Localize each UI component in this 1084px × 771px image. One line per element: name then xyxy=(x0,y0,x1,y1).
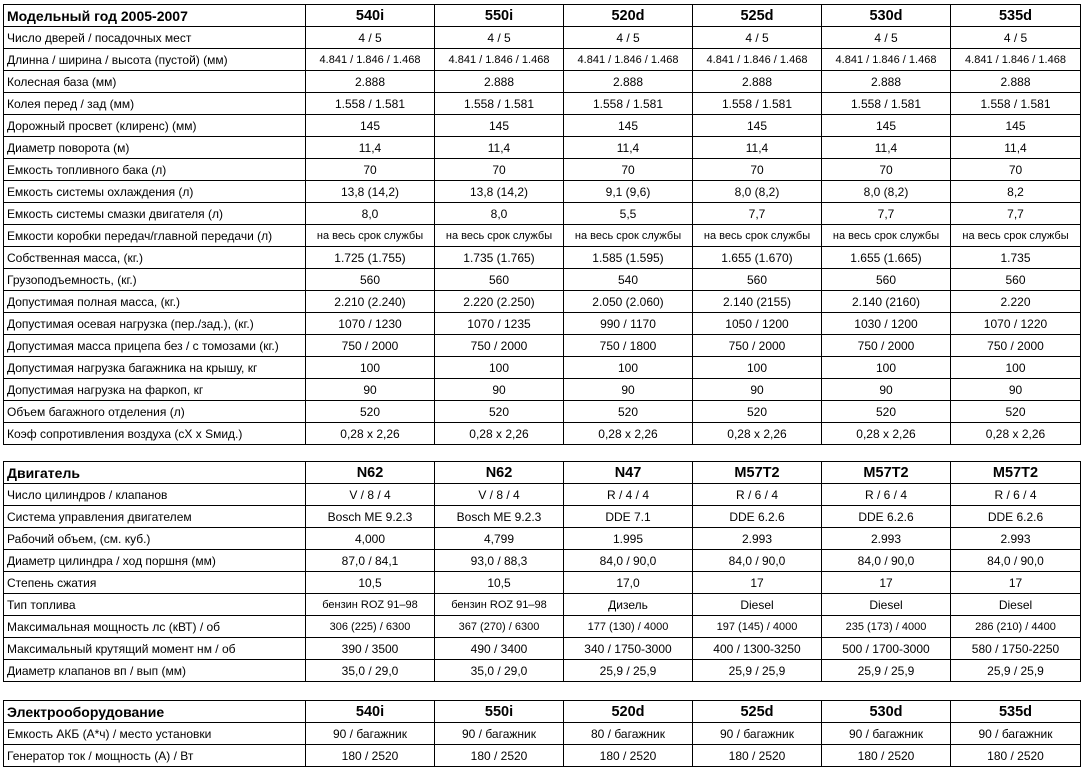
table-cell: 17 xyxy=(822,572,951,594)
table-cell: 0,28 x 2,26 xyxy=(693,423,822,445)
table-cell: Diesel xyxy=(693,594,822,616)
table-cell: DDE 6.2.6 xyxy=(693,506,822,528)
table-cell: 560 xyxy=(693,269,822,291)
model-column-header: 530d xyxy=(822,5,951,27)
table-cell: 4 / 5 xyxy=(435,27,564,49)
row-label: Система управления двигателем xyxy=(4,506,306,528)
table-row xyxy=(4,137,1081,159)
table-cell: 4.841 / 1.846 / 1.468 xyxy=(822,49,951,71)
engine-specs-table xyxy=(3,461,1081,682)
table-cell: 84,0 / 90,0 xyxy=(693,550,822,572)
table-cell: DDE 6.2.6 xyxy=(822,506,951,528)
table-cell: Bosch ME 9.2.3 xyxy=(306,506,435,528)
table-cell: 1.585 (1.595) xyxy=(564,247,693,269)
row-label: Емкость топливного бака (л) xyxy=(4,159,306,181)
table-cell: 520 xyxy=(951,401,1081,423)
table-cell: 11,4 xyxy=(435,137,564,159)
table-cell: 13,8 (14,2) xyxy=(435,181,564,203)
row-label: Допустимая нагрузка багажника на крышу, кг xyxy=(4,357,306,379)
table-cell: 90 xyxy=(693,379,822,401)
table-cell: 1070 / 1220 xyxy=(951,313,1081,335)
table-cell: 17 xyxy=(951,572,1081,594)
table-cell: бензин ROZ 91–98 xyxy=(435,594,564,616)
table-cell: 580 / 1750-2250 xyxy=(951,638,1081,660)
table-cell: 1.558 / 1.581 xyxy=(951,93,1081,115)
table-cell: 8,0 xyxy=(306,203,435,225)
table-cell: 2.050 (2.060) xyxy=(564,291,693,313)
table-cell: на весь срок службы xyxy=(306,225,435,247)
table-cell: 490 / 3400 xyxy=(435,638,564,660)
table-cell: 90 / багажник xyxy=(306,723,435,745)
table-cell: 750 / 2000 xyxy=(822,335,951,357)
table-cell: бензин ROZ 91–98 xyxy=(306,594,435,616)
model-column-header: M57T2 xyxy=(951,462,1081,484)
table-cell: 2.888 xyxy=(693,71,822,93)
table-cell: 2.888 xyxy=(951,71,1081,93)
table-cell: 93,0 / 88,3 xyxy=(435,550,564,572)
table-cell: 197 (145) / 4000 xyxy=(693,616,822,638)
table-cell: 10,5 xyxy=(435,572,564,594)
table-row xyxy=(4,225,1081,247)
table-cell: 8,0 (8,2) xyxy=(693,181,822,203)
table-row xyxy=(4,203,1081,225)
table-cell: 340 / 1750-3000 xyxy=(564,638,693,660)
row-label: Емкости коробки передач/главной передачи (л) xyxy=(4,225,306,247)
table-cell: 2.140 (2155) xyxy=(693,291,822,313)
table-cell: R / 4 / 4 xyxy=(564,484,693,506)
table-cell: 560 xyxy=(306,269,435,291)
table-cell: 2.888 xyxy=(564,71,693,93)
table-cell: 4,799 xyxy=(435,528,564,550)
section-title: Модельный год 2005-2007 xyxy=(4,5,306,27)
table-cell: 4.841 / 1.846 / 1.468 xyxy=(951,49,1081,71)
table-cell: 750 / 2000 xyxy=(435,335,564,357)
table-cell: 4.841 / 1.846 / 1.468 xyxy=(693,49,822,71)
table-cell: 1070 / 1235 xyxy=(435,313,564,335)
table-cell: 90 xyxy=(951,379,1081,401)
table-row xyxy=(4,357,1081,379)
table-cell: на весь срок службы xyxy=(951,225,1081,247)
table-cell: 145 xyxy=(693,115,822,137)
table-cell: 25,9 / 25,9 xyxy=(564,660,693,682)
table-cell: 17 xyxy=(693,572,822,594)
table-cell: 90 / багажник xyxy=(693,723,822,745)
table-cell: DDE 6.2.6 xyxy=(951,506,1081,528)
table-cell: 8,0 xyxy=(435,203,564,225)
row-label: Тип топлива xyxy=(4,594,306,616)
table-cell: 306 (225) / 6300 xyxy=(306,616,435,638)
table-cell: 90 xyxy=(822,379,951,401)
table-cell: 11,4 xyxy=(693,137,822,159)
model-column-header: 520d xyxy=(564,5,693,27)
table-cell: 4 / 5 xyxy=(951,27,1081,49)
table-cell: 1.558 / 1.581 xyxy=(435,93,564,115)
table-row xyxy=(4,181,1081,203)
table-cell: 390 / 3500 xyxy=(306,638,435,660)
table-row xyxy=(4,638,1081,660)
table-row xyxy=(4,423,1081,445)
model-column-header: N62 xyxy=(306,462,435,484)
row-label: Рабочий объем, (см. куб.) xyxy=(4,528,306,550)
table-cell: 100 xyxy=(435,357,564,379)
table-row xyxy=(4,401,1081,423)
table-cell: 180 / 2520 xyxy=(564,745,693,767)
table-cell: 35,0 / 29,0 xyxy=(435,660,564,682)
section-title: Двигатель xyxy=(4,462,306,484)
table-cell: R / 6 / 4 xyxy=(822,484,951,506)
model-column-header: 540i xyxy=(306,701,435,723)
model-column-header: 525d xyxy=(693,701,822,723)
row-label: Длинна / ширина / высота (пустой) (мм) xyxy=(4,49,306,71)
table-cell: 0,28 x 2,26 xyxy=(306,423,435,445)
table-cell: 1.558 / 1.581 xyxy=(822,93,951,115)
table-cell: 84,0 / 90,0 xyxy=(564,550,693,572)
table-row xyxy=(4,247,1081,269)
table-cell: 11,4 xyxy=(822,137,951,159)
table-cell: 1.558 / 1.581 xyxy=(693,93,822,115)
row-label: Генератор ток / мощность (А) / Вт xyxy=(4,745,306,767)
table-cell: 4 / 5 xyxy=(822,27,951,49)
table-cell: 520 xyxy=(306,401,435,423)
table-cell: 100 xyxy=(693,357,822,379)
row-label: Собственная масса, (кг.) xyxy=(4,247,306,269)
table-row xyxy=(4,49,1081,71)
table-cell: 1030 / 1200 xyxy=(822,313,951,335)
table-cell: 4 / 5 xyxy=(306,27,435,49)
table-cell: 145 xyxy=(306,115,435,137)
table-row xyxy=(4,71,1081,93)
table-cell: 87,0 / 84,1 xyxy=(306,550,435,572)
table-cell: 70 xyxy=(435,159,564,181)
row-label: Дорожный просвет (клиренс) (мм) xyxy=(4,115,306,137)
table-row xyxy=(4,723,1081,745)
model-column-header: M57T2 xyxy=(822,462,951,484)
table-cell: на весь срок службы xyxy=(564,225,693,247)
table-cell: 990 / 1170 xyxy=(564,313,693,335)
table-cell: 70 xyxy=(564,159,693,181)
table-row xyxy=(4,291,1081,313)
table-cell: 8,0 (8,2) xyxy=(822,181,951,203)
table-cell: Diesel xyxy=(951,594,1081,616)
row-label: Максимальная мощность лс (кВТ) / об xyxy=(4,616,306,638)
table-row xyxy=(4,550,1081,572)
table-cell: 100 xyxy=(822,357,951,379)
row-label: Диаметр клапанов вп / вып (мм) xyxy=(4,660,306,682)
table-cell: 4 / 5 xyxy=(564,27,693,49)
table-cell: 1050 / 1200 xyxy=(693,313,822,335)
row-label: Допустимая нагрузка на фаркоп, кг xyxy=(4,379,306,401)
table-header-row xyxy=(4,5,1081,27)
model-column-header: M57T2 xyxy=(693,462,822,484)
row-label: Емкость системы смазки двигателя (л) xyxy=(4,203,306,225)
table-row xyxy=(4,528,1081,550)
table-cell: 2.993 xyxy=(693,528,822,550)
table-cell: 367 (270) / 6300 xyxy=(435,616,564,638)
row-label: Допустимая осевая нагрузка (пер./зад.), (кг.) xyxy=(4,313,306,335)
table-cell: 1070 / 1230 xyxy=(306,313,435,335)
table-cell: 100 xyxy=(564,357,693,379)
table-cell: 90 xyxy=(435,379,564,401)
model-column-header: 520d xyxy=(564,701,693,723)
section-title: Электрооборудование xyxy=(4,701,306,723)
table-cell: 90 / багажник xyxy=(435,723,564,745)
table-cell: 100 xyxy=(951,357,1081,379)
table-cell: 2.993 xyxy=(822,528,951,550)
table-cell: 25,9 / 25,9 xyxy=(951,660,1081,682)
table-cell: 2.210 (2.240) xyxy=(306,291,435,313)
table-cell: 70 xyxy=(306,159,435,181)
table-cell: 560 xyxy=(822,269,951,291)
table-cell: 180 / 2520 xyxy=(822,745,951,767)
row-label: Емкость АКБ (А*ч) / место установки xyxy=(4,723,306,745)
table-cell: 2.888 xyxy=(306,71,435,93)
table-cell: 84,0 / 90,0 xyxy=(951,550,1081,572)
table-row xyxy=(4,269,1081,291)
table-cell: 145 xyxy=(435,115,564,137)
table-cell: 17,0 xyxy=(564,572,693,594)
table-cell: 0,28 x 2,26 xyxy=(435,423,564,445)
table-cell: 0,28 x 2,26 xyxy=(564,423,693,445)
table-cell: DDE 7.1 xyxy=(564,506,693,528)
table-row xyxy=(4,159,1081,181)
table-cell: 0,28 x 2,26 xyxy=(951,423,1081,445)
row-label: Число дверей / посадочных мест xyxy=(4,27,306,49)
model-column-header: 550i xyxy=(435,5,564,27)
row-label: Объем багажного отделения (л) xyxy=(4,401,306,423)
table-row xyxy=(4,93,1081,115)
table-cell: 520 xyxy=(693,401,822,423)
row-label: Диаметр цилиндра / ход поршня (мм) xyxy=(4,550,306,572)
engine-specs-body xyxy=(4,462,1081,682)
table-cell: Дизель xyxy=(564,594,693,616)
model-column-header: 525d xyxy=(693,5,822,27)
table-row xyxy=(4,506,1081,528)
table-row xyxy=(4,379,1081,401)
table-cell: 0,28 x 2,26 xyxy=(822,423,951,445)
table-cell: R / 6 / 4 xyxy=(693,484,822,506)
table-row xyxy=(4,484,1081,506)
table-cell: 560 xyxy=(951,269,1081,291)
table-cell: 13,8 (14,2) xyxy=(306,181,435,203)
table-cell: 9,1 (9,6) xyxy=(564,181,693,203)
table-cell: 4.841 / 1.846 / 1.468 xyxy=(564,49,693,71)
row-label: Степень сжатия xyxy=(4,572,306,594)
table-cell: 4.841 / 1.846 / 1.468 xyxy=(435,49,564,71)
electric-specs-table xyxy=(3,700,1081,767)
table-cell: 1.725 (1.755) xyxy=(306,247,435,269)
model-column-header: 530d xyxy=(822,701,951,723)
table-row xyxy=(4,335,1081,357)
table-row xyxy=(4,745,1081,767)
table-cell: 8,2 xyxy=(951,181,1081,203)
table-row xyxy=(4,313,1081,335)
row-label: Число цилиндров / клапанов xyxy=(4,484,306,506)
table-cell: 2.220 xyxy=(951,291,1081,313)
table-cell: 1.735 (1.765) xyxy=(435,247,564,269)
row-label: Колея перед / зад (мм) xyxy=(4,93,306,115)
table-cell: 180 / 2520 xyxy=(435,745,564,767)
table-cell: 70 xyxy=(951,159,1081,181)
table-row xyxy=(4,616,1081,638)
model-column-header: 540i xyxy=(306,5,435,27)
table-cell: 1.735 xyxy=(951,247,1081,269)
table-cell: 520 xyxy=(435,401,564,423)
table-cell: 90 / багажник xyxy=(822,723,951,745)
table-cell: 177 (130) / 4000 xyxy=(564,616,693,638)
table-cell: 4 / 5 xyxy=(693,27,822,49)
table-cell: 25,9 / 25,9 xyxy=(822,660,951,682)
table-cell: 10,5 xyxy=(306,572,435,594)
table-cell: 145 xyxy=(822,115,951,137)
row-label: Диаметр поворота (м) xyxy=(4,137,306,159)
model-column-header: 535d xyxy=(951,5,1081,27)
table-row xyxy=(4,572,1081,594)
table-cell: 90 xyxy=(564,379,693,401)
table-cell: Diesel xyxy=(822,594,951,616)
model-column-header: 535d xyxy=(951,701,1081,723)
table-cell: 11,4 xyxy=(951,137,1081,159)
table-cell: 540 xyxy=(564,269,693,291)
row-label: Максимальный крутящий момент нм / об xyxy=(4,638,306,660)
table-row xyxy=(4,660,1081,682)
table-header-row xyxy=(4,701,1081,723)
table-cell: 4,000 xyxy=(306,528,435,550)
table-cell: 1.995 xyxy=(564,528,693,550)
table-cell: 2.993 xyxy=(951,528,1081,550)
table-cell: 5,5 xyxy=(564,203,693,225)
row-label: Коэф сопротивления воздуха (cX x Sмид.) xyxy=(4,423,306,445)
table-cell: 400 / 1300-3250 xyxy=(693,638,822,660)
table-cell: V / 8 / 4 xyxy=(435,484,564,506)
table-cell: на весь срок службы xyxy=(435,225,564,247)
table-cell: 520 xyxy=(822,401,951,423)
table-cell: 180 / 2520 xyxy=(306,745,435,767)
model-column-header: 550i xyxy=(435,701,564,723)
table-cell: на весь срок службы xyxy=(693,225,822,247)
table-row xyxy=(4,594,1081,616)
table-row xyxy=(4,115,1081,137)
table-cell: 2.220 (2.250) xyxy=(435,291,564,313)
table-cell: 90 xyxy=(306,379,435,401)
table-cell: 235 (173) / 4000 xyxy=(822,616,951,638)
table-cell: 750 / 2000 xyxy=(693,335,822,357)
table-cell: V / 8 / 4 xyxy=(306,484,435,506)
table-cell: 7,7 xyxy=(951,203,1081,225)
table-cell: 1.655 (1.665) xyxy=(822,247,951,269)
table-cell: 750 / 2000 xyxy=(306,335,435,357)
table-cell: 1.558 / 1.581 xyxy=(564,93,693,115)
table-cell: 2.888 xyxy=(822,71,951,93)
table-cell: 100 xyxy=(306,357,435,379)
model-column-header: N62 xyxy=(435,462,564,484)
table-cell: 286 (210) / 4400 xyxy=(951,616,1081,638)
table-cell: 35,0 / 29,0 xyxy=(306,660,435,682)
table-cell: 750 / 2000 xyxy=(951,335,1081,357)
table-cell: 70 xyxy=(693,159,822,181)
table-cell: 145 xyxy=(564,115,693,137)
row-label: Допустимая масса прицепа без / с томозами (кг.) xyxy=(4,335,306,357)
table-cell: 180 / 2520 xyxy=(693,745,822,767)
general-specs-table xyxy=(3,4,1081,445)
table-cell: 25,9 / 25,9 xyxy=(693,660,822,682)
model-column-header: N47 xyxy=(564,462,693,484)
general-specs-body xyxy=(4,5,1081,445)
table-cell: 1.655 (1.670) xyxy=(693,247,822,269)
row-label: Емкость системы охлаждения (л) xyxy=(4,181,306,203)
table-cell: 180 / 2520 xyxy=(951,745,1081,767)
table-cell: на весь срок службы xyxy=(822,225,951,247)
table-cell: 90 / багажник xyxy=(951,723,1081,745)
table-cell: 84,0 / 90,0 xyxy=(822,550,951,572)
table-cell: 520 xyxy=(564,401,693,423)
row-label: Колесная база (мм) xyxy=(4,71,306,93)
table-cell: 145 xyxy=(951,115,1081,137)
table-cell: 11,4 xyxy=(564,137,693,159)
table-cell: R / 6 / 4 xyxy=(951,484,1081,506)
table-cell: 11,4 xyxy=(306,137,435,159)
table-cell: 750 / 1800 xyxy=(564,335,693,357)
electric-specs-body xyxy=(4,701,1081,767)
table-cell: 7,7 xyxy=(693,203,822,225)
table-cell: 2.140 (2160) xyxy=(822,291,951,313)
table-cell: 70 xyxy=(822,159,951,181)
row-label: Грузоподъемность, (кг.) xyxy=(4,269,306,291)
table-cell: 560 xyxy=(435,269,564,291)
table-cell: 500 / 1700-3000 xyxy=(822,638,951,660)
row-label: Допустимая полная масса, (кг.) xyxy=(4,291,306,313)
table-cell: 2.888 xyxy=(435,71,564,93)
table-row xyxy=(4,27,1081,49)
table-header-row xyxy=(4,462,1081,484)
table-cell: 80 / багажник xyxy=(564,723,693,745)
table-cell: Bosch ME 9.2.3 xyxy=(435,506,564,528)
table-cell: 4.841 / 1.846 / 1.468 xyxy=(306,49,435,71)
table-cell: 1.558 / 1.581 xyxy=(306,93,435,115)
table-cell: 7,7 xyxy=(822,203,951,225)
